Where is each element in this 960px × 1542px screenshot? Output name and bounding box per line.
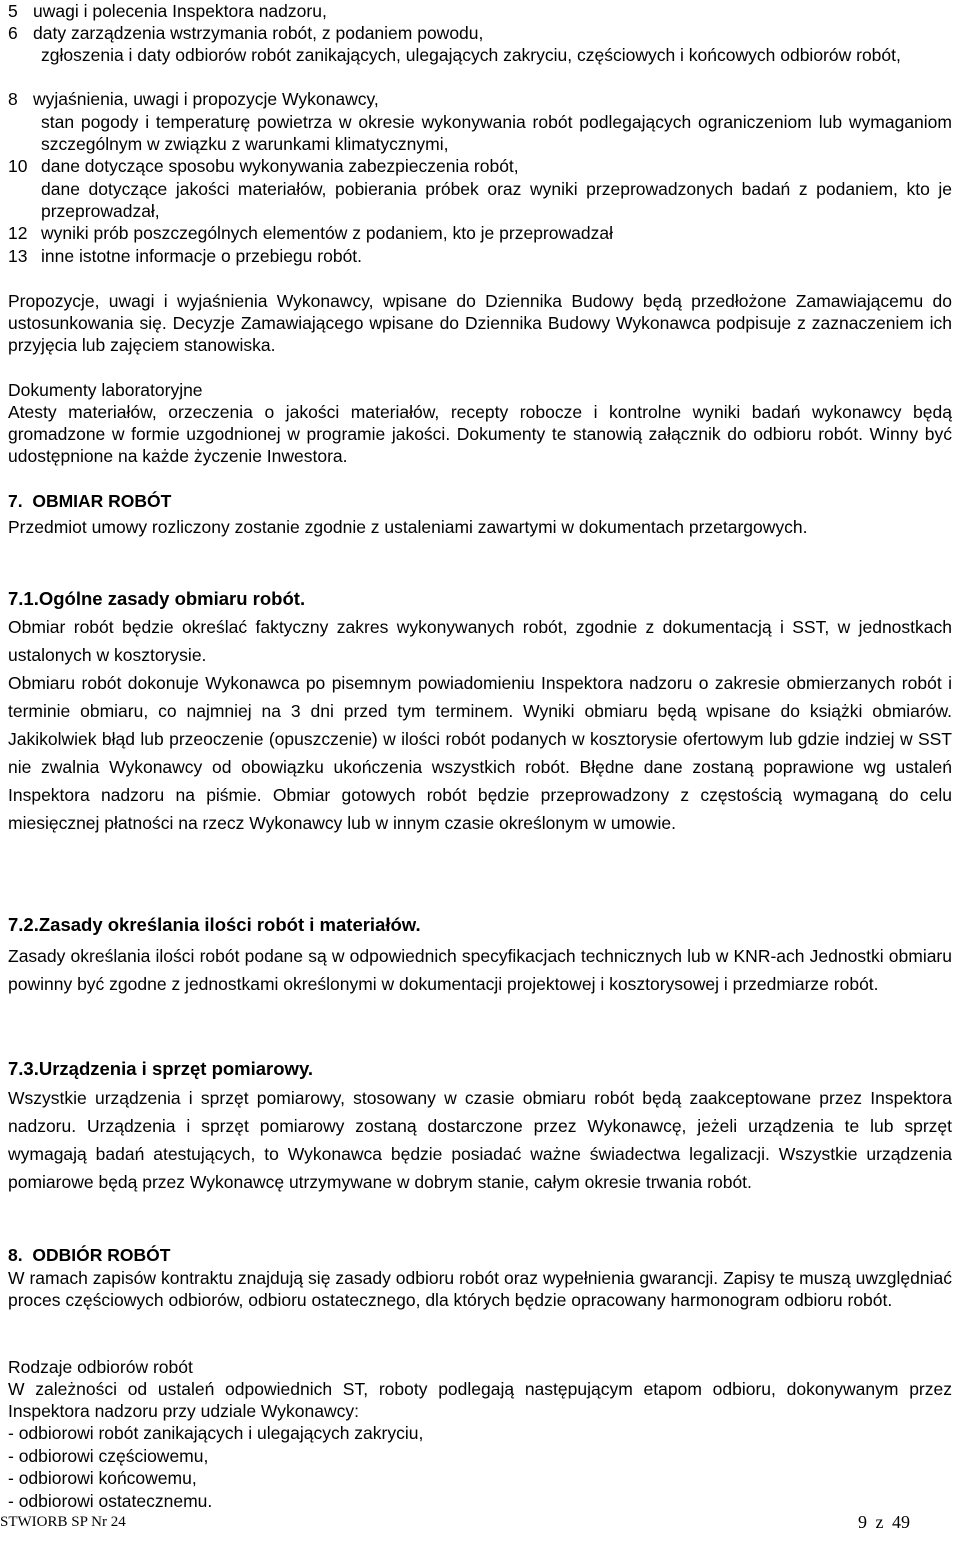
list-item xyxy=(8,178,952,222)
list-item: - odbiorowi końcowemu, xyxy=(8,1468,197,1488)
list-item-number: 8 xyxy=(8,89,18,109)
list-item-text: zgłoszenia i daty odbiorów robót zanikających, ulegających zakryciu, częściowych i końcowych odbiorów robót, xyxy=(41,45,901,65)
list-item-number: 6 xyxy=(8,23,18,43)
footer-document-id: STWIORB SP Nr 24 xyxy=(0,1514,126,1530)
section-7-1-paragraph-2: Obmiaru robót dokonuje Wykonawca po pisemnym powiadomieniu Inspektora nadzoru o zakresie obmierzanych robót i terminie obmiaru, co najmniej na 3 dni przed tym terminem. Wyniki obmiaru będą wpisane do książki obmiarów. Jakikolwiek błąd lub przeoczenie (opuszczenie) w ilości robót podanych w kosztorysie ofertowym lub gdzie indziej w SST nie zwalnia Wykonawcy od obowiązku ukończenia wszystkich robót. Błędne dane zostaną poprawione wg ustaleń Inspektora nadzoru na piśmie. Obmiar gotowych robót będzie przeprowadzony z częstością wymaganą do celu miesięcznej płatności na rzecz Wykonawcy lub w innym czasie określonym w umowie. xyxy=(8,673,952,833)
section-title: Ogólne zasady obmiaru robót. xyxy=(38,588,306,609)
section-7-2-heading xyxy=(8,914,421,936)
section-8-heading xyxy=(8,1244,170,1266)
section-title: ODBIÓR ROBÓT xyxy=(32,1245,171,1265)
section-7-1-paragraph-1: Obmiar robót będzie określać faktyczny zakres wykonywanych robót, zgodnie z dokumentacją i SST, w jednostkach ustalonych w kosztorysie. xyxy=(8,617,952,665)
proposals-paragraph: Propozycje, uwagi i wyjaśnienia Wykonawcy, wpisane do Dziennika Budowy będą przedłożone Zamawiającemu do ustosunkowania się. Decyzje Zamawiającego wpisane do Dziennika Budowy Wykonawca podpisuje z zaznaczeniem ich przyjęcia lub zajęciem stanowiska. xyxy=(8,291,952,355)
list-item-number: 5 xyxy=(8,1,18,21)
footer-page-number: 9 z 49 xyxy=(858,1512,910,1532)
list-item: - odbiorowi robót zanikających i ulegających zakryciu, xyxy=(8,1423,424,1443)
section-8-paragraph: W ramach zapisów kontraktu znajdują się zasady odbioru robót oraz wypełnienia gwarancji. Zapisy te muszą uwzględniać proces częściowych odbiorów, odbioru ostatecznego, dla których będzie opracowany harmonogram odbioru robót. xyxy=(8,1268,952,1310)
acceptance-types-intro: W zależności od ustaleń odpowiednich ST, roboty podlegają następującym etapom odbioru, dokonywanym przez Inspektora nadzoru przy udziale Wykonawcy: xyxy=(8,1379,952,1421)
section-title: OBMIAR ROBÓT xyxy=(32,491,172,511)
section-title: Urządzenia i sprzęt pomiarowy. xyxy=(38,1058,313,1079)
list-item xyxy=(8,22,952,44)
section-number: 7.3. xyxy=(8,1058,39,1079)
list-item-number xyxy=(8,111,41,133)
list-item-number xyxy=(8,44,41,66)
list-item-text: inne istotne informacje o przebiegu robót. xyxy=(41,246,363,266)
list-item: - odbiorowi częściowemu, xyxy=(8,1446,209,1466)
list-item-number: 13 xyxy=(8,246,28,266)
list-item-number xyxy=(8,178,41,200)
section-number: 7. xyxy=(8,491,23,511)
list-item-number: 12 xyxy=(8,223,28,243)
list-item xyxy=(8,88,952,110)
list-item xyxy=(8,0,952,22)
lab-docs-paragraph: Atesty materiałów, orzeczenia o jakości materiałów, recepty robocze i kontrolne wyniki badań wykonawcy będą gromadzone w formie uzgodnionej w programie jakości. Dokumenty te stanowią załącznik do odbioru robót. Winny być udostępnione na każde życzenie Inwestora. xyxy=(8,402,952,466)
list-item-text: wyjaśnienia, uwagi i propozycje Wykonawcy, xyxy=(33,89,379,109)
section-number: 8. xyxy=(8,1245,23,1265)
lab-docs-title: Dokumenty laboratoryjne xyxy=(8,380,203,400)
acceptance-types-title: Rodzaje odbiorów robót xyxy=(8,1357,193,1377)
list-item: - odbiorowi ostatecznemu. xyxy=(8,1491,213,1511)
section-number: 7.1. xyxy=(8,588,39,609)
list-item xyxy=(8,245,952,267)
list-item-text: daty zarządzenia wstrzymania robót, z podaniem powodu, xyxy=(33,23,484,43)
section-7-heading xyxy=(8,490,171,512)
section-7-1-heading xyxy=(8,588,305,610)
section-7-paragraph: Przedmiot umowy rozliczony zostanie zgodnie z ustaleniami zawartymi w dokumentach przetargowych. xyxy=(8,517,808,537)
section-number: 7.2. xyxy=(8,914,39,935)
list-item-text: dane dotyczące sposobu wykonywania zabezpieczenia robót, xyxy=(41,156,519,176)
list-item xyxy=(8,222,952,244)
list-item xyxy=(8,44,952,66)
list-item-text: dane dotyczące jakości materiałów, pobierania próbek oraz wyniki przeprowadzonych badań z podaniem, kto je przeprowadzał, xyxy=(41,179,952,221)
section-7-3-paragraph: Wszystkie urządzenia i sprzęt pomiarowy, stosowany w czasie obmiaru robót będą zaakceptowane przez Inspektora nadzoru. Urządzenia i sprzęt pomiarowy zostaną dostarczone przez Wykonawcę, jeżeli urządzenia te lub sprzęt wymagają badań atestujących, to Wykonawca będzie posiadać ważne świadectwa legalizacji. Wszystkie urządzenia pomiarowe będą przez Wykonawcę utrzymywane w dobrym stanie, całym okresie trwania robót. xyxy=(8,1088,952,1192)
list-item-text: wyniki prób poszczególnych elementów z podaniem, kto je przeprowadzał xyxy=(41,223,613,243)
list-item-text: uwagi i polecenia Inspektora nadzoru, xyxy=(33,1,327,21)
list-item xyxy=(8,111,952,155)
section-7-2-paragraph: Zasady określania ilości robót podane są w odpowiednich specyfikacjach technicznych lub w KNR-ach Jednostki obmiaru powinny być zgodne z jednostkami określonymi w dokumentacji projektowej i kosztorysowej i przedmiarze robót. xyxy=(8,946,952,994)
section-title: Zasady określania ilości robót i materiałów. xyxy=(38,914,421,935)
section-7-3-heading xyxy=(8,1058,313,1080)
list-item xyxy=(8,155,952,177)
list-item-text: stan pogody i temperaturę powietrza w okresie wykonywania robót podlegających ograniczeniom lub wymaganiom szczególnym w związku z warunkami klimatycznymi, xyxy=(41,112,952,154)
list-item-number: 10 xyxy=(8,156,28,176)
